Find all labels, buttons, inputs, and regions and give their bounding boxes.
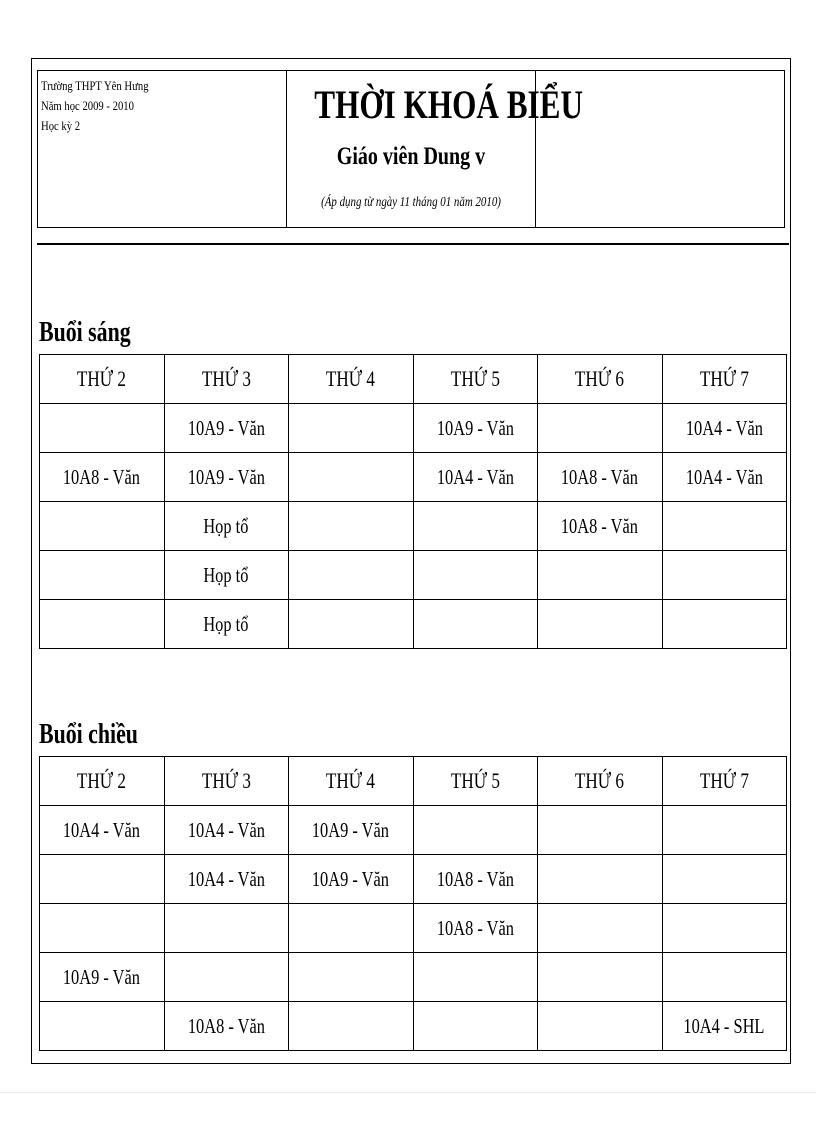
morning-table (39, 354, 787, 649)
period-cell (164, 600, 289, 649)
period-cell (164, 806, 289, 855)
period-cell (40, 904, 165, 953)
day-label: THỨ 3 (201, 366, 251, 391)
class-subject: 10A8 - Văn (187, 1013, 265, 1038)
period-cell (164, 404, 289, 453)
period-cell (662, 1002, 787, 1051)
day-label: THỨ 5 (450, 768, 500, 793)
day-label: THỨ 5 (450, 366, 500, 391)
period-cell (538, 404, 663, 453)
table-row (40, 806, 787, 855)
period-cell (289, 453, 414, 502)
class-subject: 10A4 - Văn (187, 817, 265, 842)
period-cell (40, 551, 165, 600)
class-subject: Họp tổ (203, 611, 249, 636)
period-cell (289, 1002, 414, 1051)
period-cell (662, 551, 787, 600)
class-subject: 10A4 - Văn (685, 415, 763, 440)
day-label: THỨ 4 (326, 768, 376, 793)
table-row (40, 404, 787, 453)
table-row (40, 1002, 787, 1051)
page-bottom-line (0, 1092, 816, 1093)
period-cell (40, 404, 165, 453)
period-cell (289, 551, 414, 600)
day-header (538, 757, 663, 806)
class-subject: 10A4 - Văn (685, 464, 763, 489)
day-header (538, 355, 663, 404)
period-cell (164, 502, 289, 551)
period-cell (40, 600, 165, 649)
day-header (413, 757, 538, 806)
table-row (40, 600, 787, 649)
school-year: Năm học 2009 - 2010 (41, 98, 134, 113)
class-subject: 10A9 - Văn (187, 415, 265, 440)
day-header (40, 757, 165, 806)
class-subject: 10A8 - Văn (436, 866, 514, 891)
period-cell (538, 806, 663, 855)
period-cell (40, 855, 165, 904)
day-label: THỨ 3 (201, 768, 251, 793)
period-cell (289, 855, 414, 904)
period-cell (164, 453, 289, 502)
day-label: THỨ 7 (699, 366, 749, 391)
period-cell (164, 551, 289, 600)
period-cell (538, 1002, 663, 1051)
table-row (40, 904, 787, 953)
class-subject: 10A9 - Văn (312, 866, 390, 891)
day-header (164, 757, 289, 806)
day-header (413, 355, 538, 404)
period-cell (413, 1002, 538, 1051)
class-subject: 10A8 - Văn (561, 464, 639, 489)
class-subject: 10A8 - Văn (63, 464, 141, 489)
teacher-name: Giáo viên Dung v (336, 143, 486, 170)
day-header (662, 355, 787, 404)
period-cell (413, 404, 538, 453)
period-cell (662, 404, 787, 453)
period-cell (413, 551, 538, 600)
class-subject: 10A4 - Văn (187, 866, 265, 891)
day-label: THỨ 6 (575, 768, 625, 793)
period-cell (413, 953, 538, 1002)
semester: Học kỳ 2 (41, 118, 81, 133)
period-cell (538, 502, 663, 551)
afternoon-table (39, 756, 787, 1051)
period-cell (289, 904, 414, 953)
period-cell (413, 502, 538, 551)
period-cell (164, 904, 289, 953)
class-subject: 10A4 - SHL (683, 1013, 765, 1038)
class-subject: 10A9 - Văn (312, 817, 390, 842)
table-row (40, 551, 787, 600)
period-cell (538, 855, 663, 904)
period-cell (289, 806, 414, 855)
period-cell (40, 453, 165, 502)
period-cell (538, 453, 663, 502)
period-cell (40, 1002, 165, 1051)
header-box (37, 70, 785, 228)
table-row (40, 502, 787, 551)
morning-title: Buổi sáng (39, 317, 131, 348)
afternoon-title: Buổi chiều (39, 719, 138, 750)
day-label: THỨ 7 (699, 768, 749, 793)
period-cell (662, 453, 787, 502)
class-subject: 10A9 - Văn (187, 464, 265, 489)
period-cell (413, 600, 538, 649)
period-cell (662, 953, 787, 1002)
period-cell (164, 1002, 289, 1051)
day-header (164, 355, 289, 404)
class-subject: 10A9 - Văn (436, 415, 514, 440)
period-cell (538, 953, 663, 1002)
period-cell (662, 600, 787, 649)
timetable-sheet (31, 58, 791, 1064)
period-cell (413, 806, 538, 855)
table-row (40, 953, 787, 1002)
period-cell (289, 502, 414, 551)
day-label: THỨ 6 (575, 366, 625, 391)
period-cell (164, 855, 289, 904)
period-cell (40, 953, 165, 1002)
page-title: THỜI KHOÁ BIỂU (314, 82, 584, 127)
period-cell (413, 855, 538, 904)
applied-date: (Áp dụng từ ngày 11 tháng 01 năm 2010) (321, 195, 501, 210)
period-cell (289, 600, 414, 649)
day-header (40, 355, 165, 404)
period-cell (538, 600, 663, 649)
day-label: THỨ 2 (77, 366, 127, 391)
school-info (38, 71, 287, 227)
class-subject: Họp tổ (203, 513, 249, 538)
class-subject: 10A8 - Văn (436, 915, 514, 940)
period-cell (662, 855, 787, 904)
divider (37, 243, 789, 245)
class-subject: 10A9 - Văn (63, 964, 141, 989)
day-header (662, 757, 787, 806)
table-row (40, 453, 787, 502)
period-cell (538, 904, 663, 953)
period-cell (662, 502, 787, 551)
period-cell (289, 953, 414, 1002)
period-cell (289, 404, 414, 453)
day-header (289, 757, 414, 806)
period-cell (40, 806, 165, 855)
day-header (289, 355, 414, 404)
class-subject: 10A8 - Văn (561, 513, 639, 538)
day-label: THỨ 2 (77, 768, 127, 793)
day-label: THỨ 4 (326, 366, 376, 391)
class-subject: 10A4 - Văn (63, 817, 141, 842)
period-cell (662, 806, 787, 855)
class-subject: 10A4 - Văn (436, 464, 514, 489)
period-cell (538, 551, 663, 600)
period-cell (164, 953, 289, 1002)
header-row (40, 757, 787, 806)
table-row (40, 855, 787, 904)
period-cell (662, 904, 787, 953)
period-cell (40, 502, 165, 551)
period-cell (413, 453, 538, 502)
period-cell (413, 904, 538, 953)
class-subject: Họp tổ (203, 562, 249, 587)
school-name: Trường THPT Yên Hưng (41, 78, 149, 93)
header-row (40, 355, 787, 404)
title-block (287, 71, 584, 227)
